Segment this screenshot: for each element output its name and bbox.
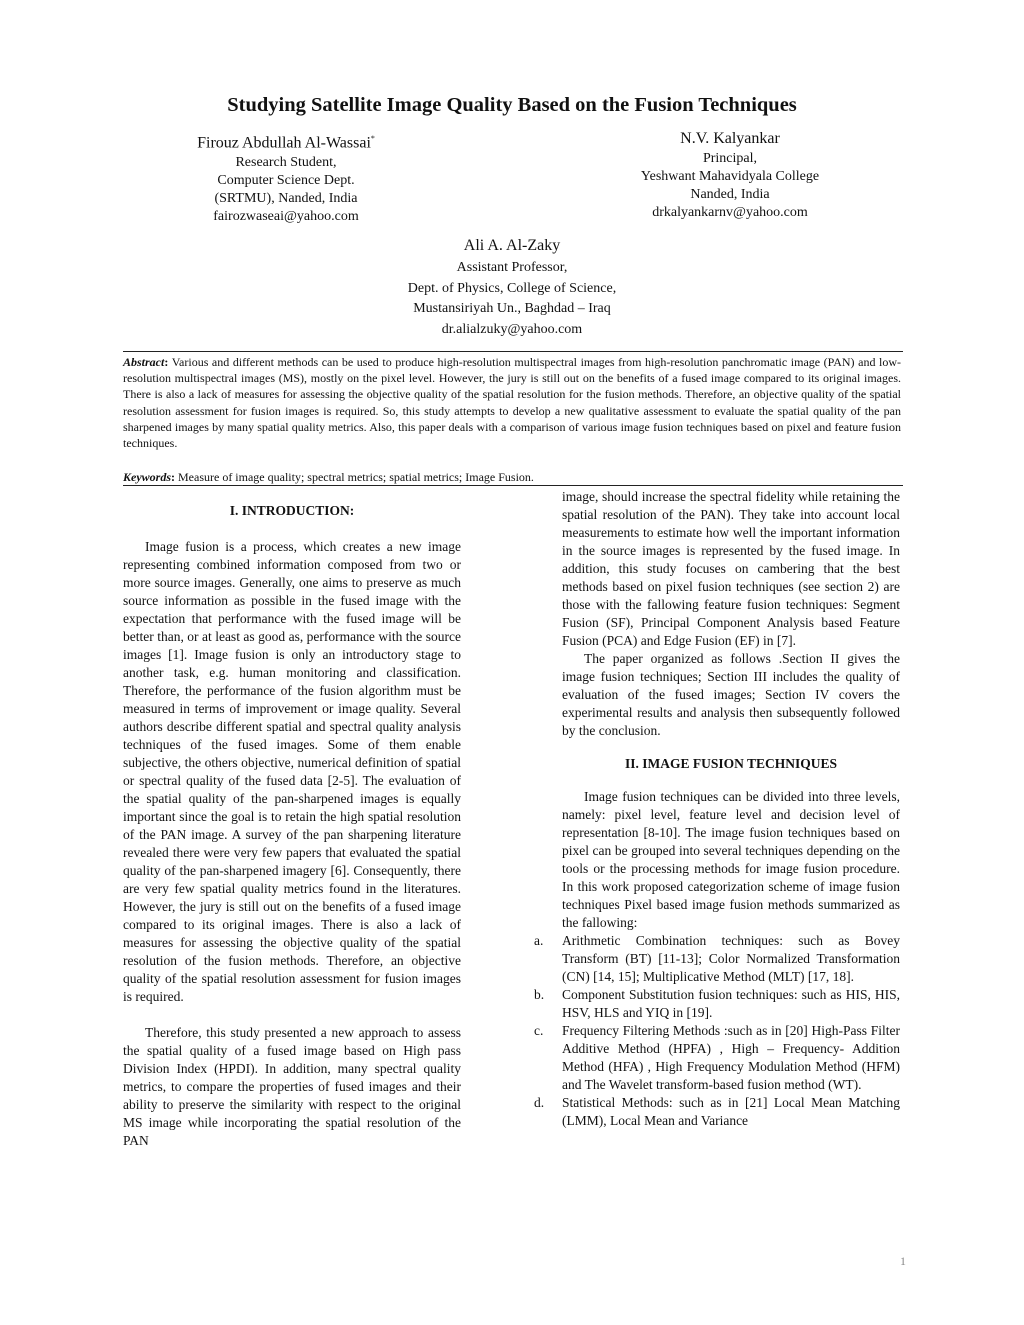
list-item-text: Frequency Filtering Methods :such as in [20] High-Pass Filter Additive Method (HPFA) , High – Frequency- Addition Method (HFA) , High Frequency Modulation Method (HFM) and The Wavelet transform-based fusion method (WT). [562,1023,900,1092]
keywords-text: Measure of image quality; spectral metrics; spatial metrics; Image Fusion. [178,470,534,484]
list-marker: a. [534,933,544,948]
author-email: dr.alialzuky@yahoo.com [441,321,583,337]
paragraph: image, should increase the spectral fidelity while retaining the spatial resolution of the PAN). They take into account local measurements to estimate how well the important information in the source images is represented by the fused image. In addition, this study focuses on cambering that the best methods based on pixel fusion techniques (see section 2) are those with the fallowing feature fusion techniques: Segment Fusion (SF), Principal Component Analysis based Feature Fusion (PCA) and Edge Fusion (EF) in [7]. [562,489,900,648]
author-institution: Yeshwant Mahavidyala College [640,169,820,184]
section-heading: I. INTRODUCTION: [229,503,355,518]
list-item [534,1094,900,1130]
list-item-text: Statistical Methods: such as in [21] Local Mean Matching (LMM), Local Mean and Variance [562,1095,900,1128]
page-number: 1 [900,1254,906,1268]
author-institution: Mustansiriyah Un., Baghdad – Iraq [413,301,611,316]
paper-title: Studying Satellite Image Quality Based on the Fusion Techniques [227,94,797,116]
abstract-top-rule [123,351,903,352]
author-institution: (SRTMU), Nanded, India [214,191,358,207]
list-item [534,932,900,986]
keywords-rule [123,485,903,486]
author-name: Ali A. Al-Zaky [463,237,561,254]
author-name: N.V. Kalyankar [680,130,780,147]
author-location: Nanded, India [690,187,770,202]
paragraph: Image fusion is a process, which creates a new image representing combined information composed from two or more source images. Generally, one aims to preserve as much source information as possible in the fused image with the expectation that performance with the fused image will be better than, or at least as good as, performance with the source images [1]. Image fusion is only an introductory stage to another task, e.g. human monitoring and classification. Therefore, the performance of the fusion algorithm must be measured in terms of improvement or image quality. Several authors describe different spatial and spectral quality analysis techniques of the fused images. Some of them enable subjective, the others objective, numerical definition of spatial or spectral quality of the fused data [2-5]. The evaluation of the spatial quality of the pan-sharpened images is equally important since the goal is to retain the high spatial resolution of the PAN image. A survey of the pan sharpening literature revealed there were very few papers that evaluated the spatial quality of the pan-sharpened imagery [6]. Consequently, there are very few spatial quality metrics found in the literatures. However, the jury is still out on the benefits of a fused image compared to its original images. There is also a lack of measures for assessing the objective quality of the spatial resolution of the fusion methods. Therefore, an objective quality of the spatial resolution assessment for fusion images is required. [123,539,461,1004]
fusion-methods-list [534,932,900,1130]
author-dept: Computer Science Dept. [217,173,355,189]
author-block-3 [372,234,652,340]
abstract-label: Abstract [123,355,165,369]
left-column [123,502,461,1150]
paragraph: Therefore, this study presented a new approach to assess the spatial quality of a fused image based on High pass Division Index (HPDI). In addition, many spectral quality metrics, to compare the properties of fused images and their ability to preserve the similarity with respect to the original MS image while incorporating the spatial resolution of the PAN [123,1025,461,1148]
author-block-1 [166,128,406,226]
list-item [534,986,900,1022]
author-block-2 [610,128,850,222]
list-marker: d. [534,1095,545,1110]
right-column [534,488,900,1130]
author-email: fairozwaseai@yahoo.com [213,209,359,225]
list-marker: b. [534,987,545,1002]
author-name: Firouz Abdullah Al-Wassai [197,134,371,152]
keywords: Keywords: Measure of image quality; spectral metrics; spatial metrics; Image Fusion. [123,470,534,484]
author-role: Research Student, [235,155,337,171]
keywords-label: Keywords [123,470,171,484]
list-marker: c. [534,1023,544,1038]
author-role: Assistant Professor, [456,260,568,275]
author-role: Principal, [702,151,758,166]
abstract: Abstract: Various and different methods can be used to produce high-resolution multispectral images from high-resolution panchromatic image (PAN) and low-resolution multispectral images (MS), mostly on the pixel level. However, the jury is still out on the benefits of a fused image compared to its original images. There is also a lack of measures for assessing the objective quality of the spatial resolution for the fusion methods. Therefore, an objective quality of the spatial resolution assessment for fusion images is required. So, this study attempts to develop a new qualitative assessment to evaluate the spatial quality of the pan sharpened images by many spatial quality metrics. Also, this paper deals with a comparison of various image fusion techniques based on pixel and feature fusion techniques. [123,355,901,451]
abstract-text: Various and different methods can be used to produce high-resolution multispectral images from high-resolution panchromatic image (PAN) and low-resolution multispectral images (MS), mostly on the pixel level. However, the jury is still out on the benefits of a fused image compared to its original images. There is also a lack of measures for assessing the objective quality of the spatial resolution for the fusion methods. Therefore, an objective quality of the spatial resolution assessment for fusion images is required. So, this study attempts to develop a new qualitative assessment to evaluate the spatial quality of the pan sharpened images by many spatial quality metrics. Also, this paper deals with a comparison of various image fusion techniques based on pixel and feature fusion techniques. [123,355,901,451]
author-mark: * [370,134,375,143]
list-item-text: Component Substitution fusion techniques: such as HIS, HIS, HSV, HLS and YIQ in [19]. [562,987,900,1020]
paragraph: Image fusion techniques can be divided into three levels, namely: pixel level, feature level and decision level of representation [8-10]. The image fusion techniques based on pixel can be grouped into several techniques depending on the tools or the processing methods for image fusion procedure. In this work proposed categorization scheme of image fusion techniques Pixel based image fusion methods summarized as the fallowing: [562,789,900,930]
author-dept: Dept. of Physics, College of Science, [407,280,617,296]
list-item [534,1022,900,1094]
list-item-text: Arithmetic Combination techniques: such as Bovey Transform (BT) [11-13]; Color Normalized Transformation (CN) [14, 15]; Multiplicative Method (MLT) [17, 18]. [562,933,900,984]
paragraph: The paper organized as follows .Section II gives the image fusion techniques; Section III includes the quality of evaluation of the fused images; Section IV covers the experimental results and analysis then subsequently followed by the conclusion. [562,651,900,738]
section-heading: II. IMAGE FUSION TECHNIQUES [624,756,838,771]
author-email: drkalyankarnv@yahoo.com [652,205,808,220]
